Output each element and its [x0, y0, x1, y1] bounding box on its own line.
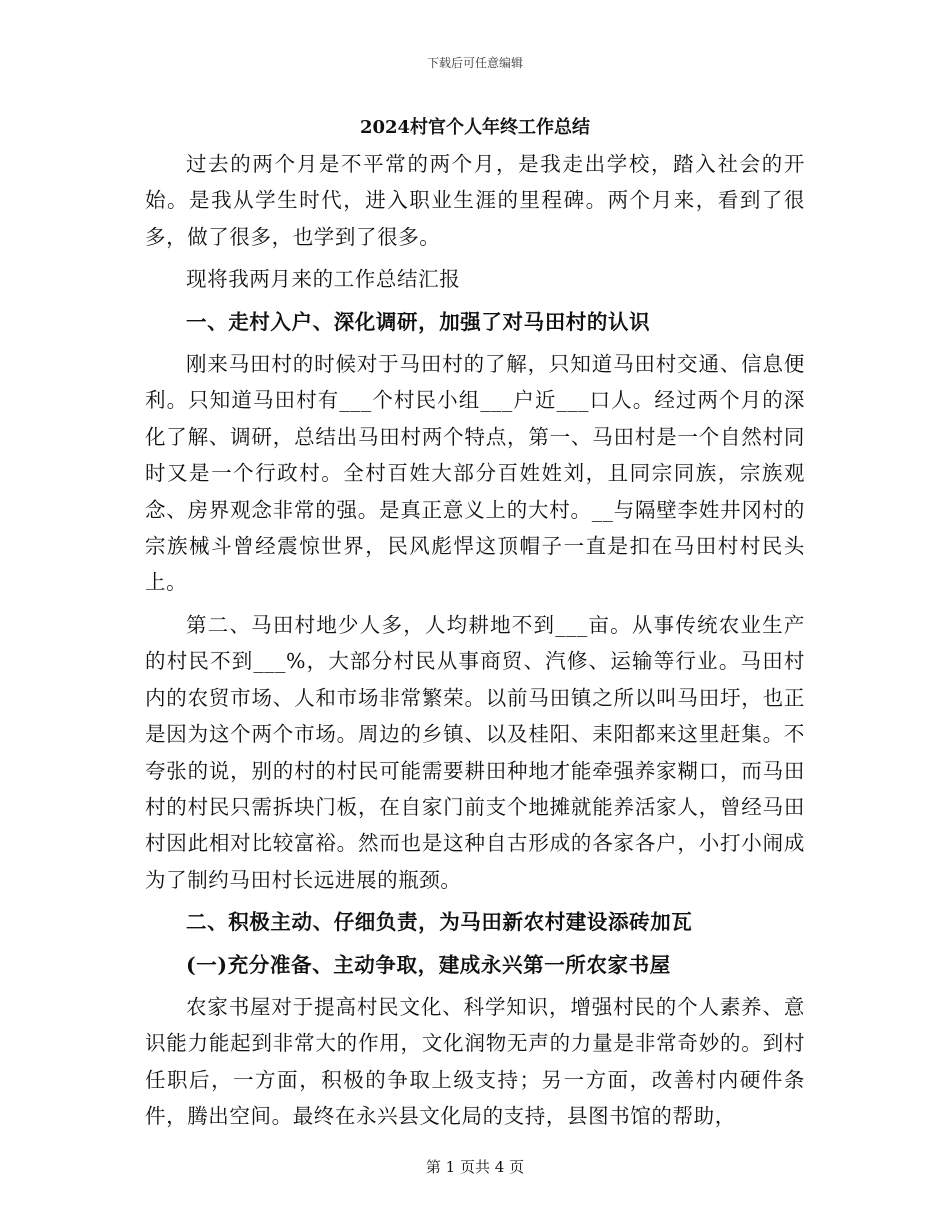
paragraph-intro: 过去的两个月是不平常的两个月，是我走出学校，踏入社会的开始。是我从学生时代，进入职业生涯的里程碑。两个月来，看到了很多，做了很多，也学到了很多。: [145, 152, 805, 249]
paragraph-library: 农家书屋对于提高村民文化、科学知识，增强村民的个人素养、意识能力能起到非常大的作用，文化润物无声的力量是非常奇妙的。到村任职后，一方面，积极的争取上级支持；另一方面，改善村内硬件条件，腾出空间。最终在永兴县文化局的支持，县图书馆的帮助，: [145, 994, 805, 1129]
page-footer: 第 1 页共 4 页: [425, 1158, 525, 1176]
document-title: 2024村官个人年终工作总结: [359, 117, 591, 138]
header-note: 下载后可任意编辑: [426, 56, 523, 70]
section-heading-1: 一、走村入户、深化调研，加强了对马田村的认识: [186, 309, 651, 334]
paragraph-report: 现将我两月来的工作总结汇报: [186, 267, 461, 292]
subsection-heading-1: (一)充分准备、主动争取，建成永兴第一所农家书屋: [186, 952, 671, 977]
section-heading-2: 二、积极主动、仔细负责，为马田新农村建设添砖加瓦: [186, 910, 693, 935]
document-body: [145, 112, 805, 1135]
paragraph-village-second: 第二、马田村地少人多，人均耕地不到___亩。从事传统农业生产的村民不到___%，大部分村民从事商贸、汽修、运输等行业。马田村内的农贸市场、人和市场非常繁荣。以前马田镇之所以叫马田圩，也正是因为这个两个市场。周边的乡镇、以及桂阳、耒阳都来这里赶集。不夸张的说，别的村的村民可能需要耕田种地才能牵强养家糊口，而马田村的村民只需拆块门板，在自家门前支个地摊就能养活家人，曾经马田村因此相对比较富裕。然而也是这种自古形成的各家各户，小打小闹成为了制约马田村长远进展的瓶颈。: [145, 612, 805, 892]
paragraph-village-intro: 刚来马田村的时候对于马田村的了解，只知道马田村交通、信息便利。只知道马田村有___个村民小组___户近___口人。经过两个月的深化了解、调研，总结出马田村两个特点，第一、马田村是一个自然村同时又是一个行政村。全村百姓大部分百姓姓刘，且同宗同族，宗族观念、房界观念非常的强。是真正意义上的大村。__与隔壁李姓井冈村的宗族械斗曾经震惊世界，民风彪悍这顶帽子一直是扣在马田村村民头上。: [145, 352, 805, 595]
